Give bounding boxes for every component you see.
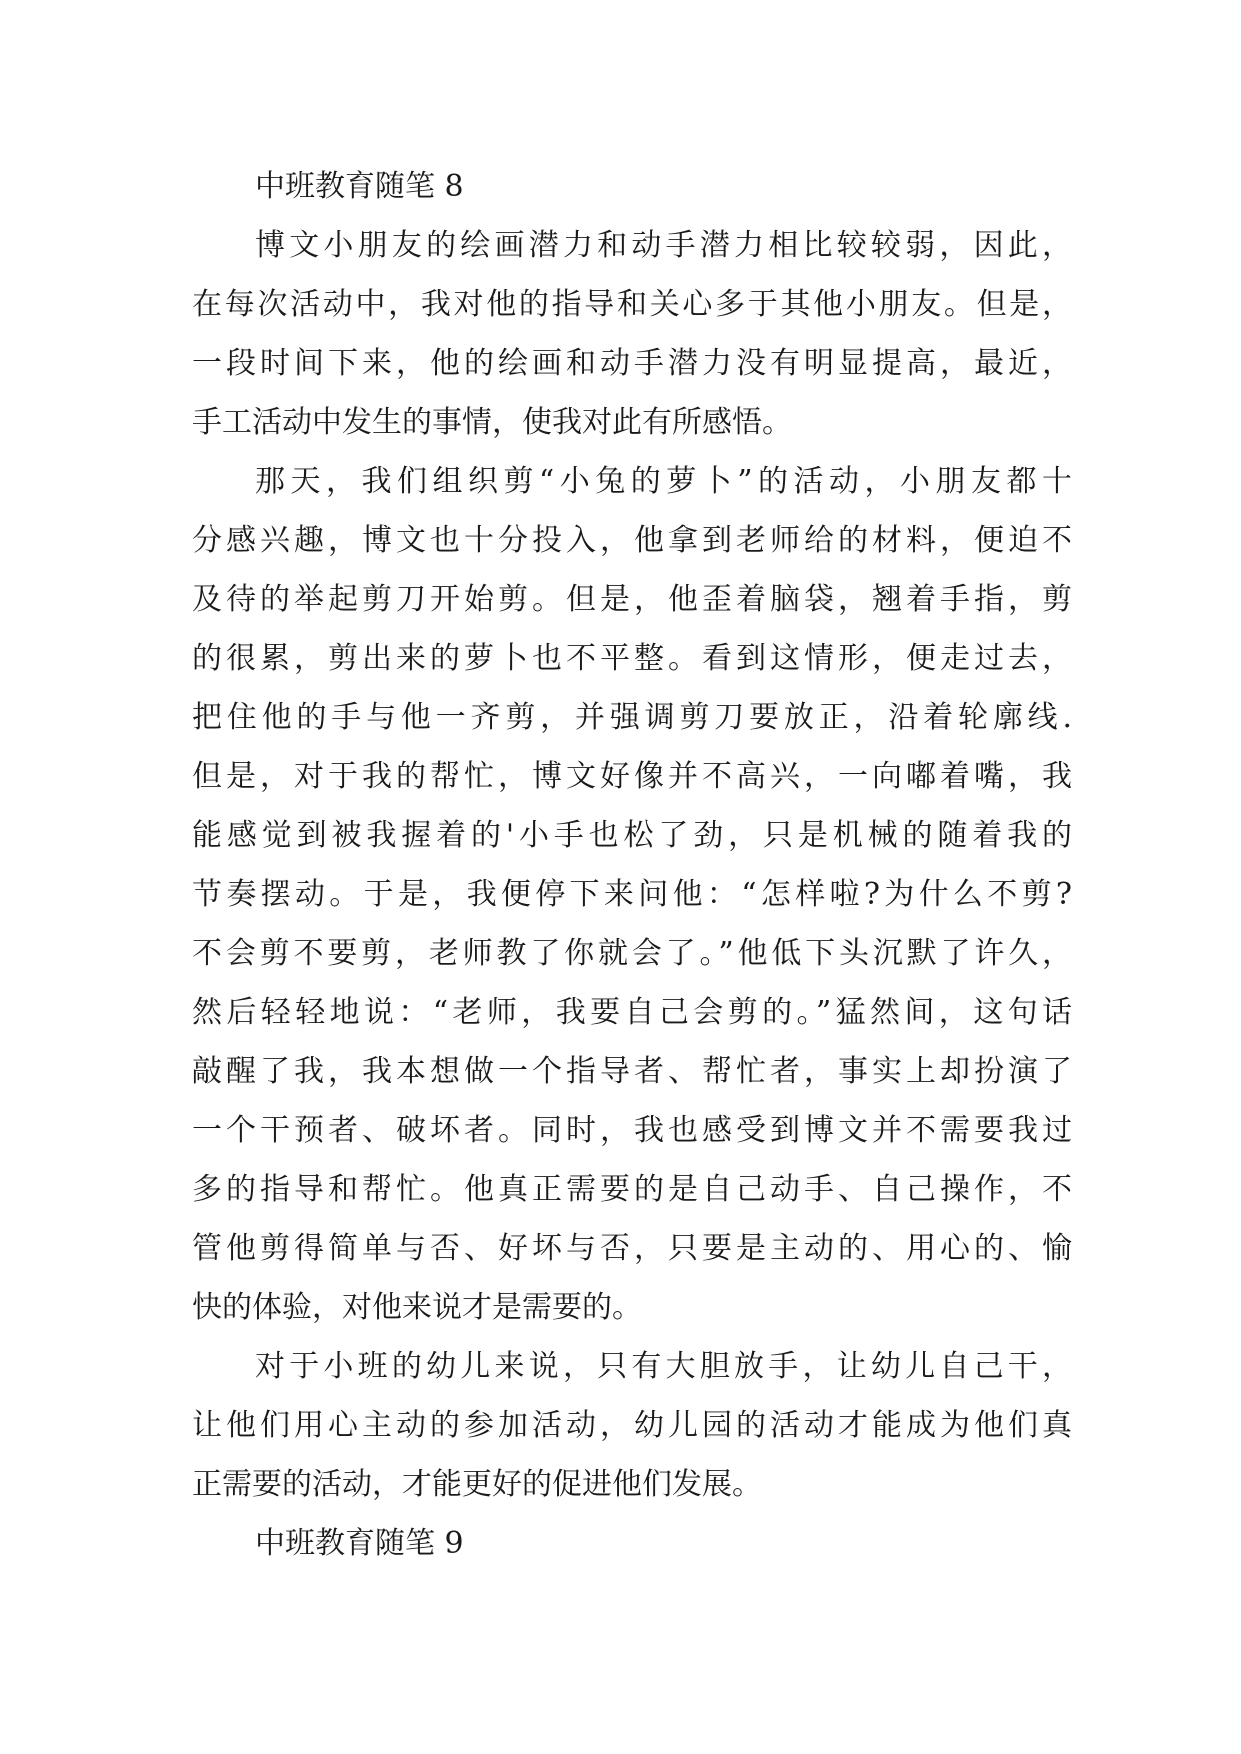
- paragraph-line: 博文小朋友的绘画潜力和动手潜力相比较较弱，因此，: [255, 228, 1072, 263]
- paragraph-line: 把住他的手与他一齐剪，并强调剪刀要放正，沿着轮廓线.: [192, 700, 1072, 735]
- paragraph-line: 能感觉到被我握着的'小手也松了劲，只是机械的随着我的: [192, 818, 1072, 853]
- paragraph-line: 然后轻轻地说：“老师，我要自己会剪的。”猛然间，这句话: [192, 995, 1072, 1030]
- paragraph-3: [192, 1337, 1072, 1514]
- document-body: [192, 157, 1072, 1573]
- paragraph-line: 不会剪不要剪，老师教了你就会了。”他低下头沉默了许久，: [192, 936, 1072, 971]
- paragraph-line: 正需要的活动，才能更好的促进他们发展。: [192, 1467, 762, 1502]
- paragraph-line: 及待的举起剪刀开始剪。但是，他歪着脑袋，翘着手指，剪: [192, 582, 1072, 617]
- section-heading-8: 中班教育随笔 8: [255, 169, 464, 204]
- paragraph-line: 在每次活动中，我对他的指导和关心多于其他小朋友。但是，: [192, 287, 1072, 322]
- paragraph-line: 那天，我们组织剪“小兔的萝卜”的活动，小朋友都十: [255, 464, 1072, 499]
- paragraph-2: [192, 452, 1072, 1337]
- paragraph-1: [192, 216, 1072, 452]
- paragraph-line: 节奏摆动。于是，我便停下来问他：“怎样啦?为什么不剪?: [192, 877, 1072, 912]
- paragraph-line: 分感兴趣，博文也十分投入，他拿到老师给的材料，便迫不: [192, 523, 1072, 558]
- paragraph-line: 一个干预者、破坏者。同时，我也感受到博文并不需要我过: [192, 1113, 1072, 1148]
- section-heading-9: 中班教育随笔 9: [255, 1526, 464, 1561]
- paragraph-line: 多的指导和帮忙。他真正需要的是自己动手、自己操作，不: [192, 1172, 1072, 1207]
- paragraph-line: 但是，对于我的帮忙，博文好像并不高兴，一向嘟着嘴，我: [192, 759, 1072, 794]
- paragraph-line: 的很累，剪出来的萝卜也不平整。看到这情形，便走过去，: [192, 641, 1072, 676]
- paragraph-line: 对于小班的幼儿来说，只有大胆放手，让幼儿自己干，: [255, 1349, 1072, 1384]
- paragraph-line: 让他们用心主动的参加活动，幼儿园的活动才能成为他们真: [192, 1408, 1072, 1443]
- paragraph-line: 快的体验，对他来说才是需要的。: [192, 1290, 642, 1325]
- paragraph-line: 手工活动中发生的事情，使我对此有所感悟。: [192, 405, 792, 440]
- paragraph-line: 一段时间下来，他的绘画和动手潜力没有明显提高，最近，: [192, 346, 1072, 381]
- paragraph-line: 管他剪得简单与否、好坏与否，只要是主动的、用心的、愉: [192, 1231, 1072, 1266]
- paragraph-line: 敲醒了我，我本想做一个指导者、帮忙者，事实上却扮演了: [192, 1054, 1072, 1089]
